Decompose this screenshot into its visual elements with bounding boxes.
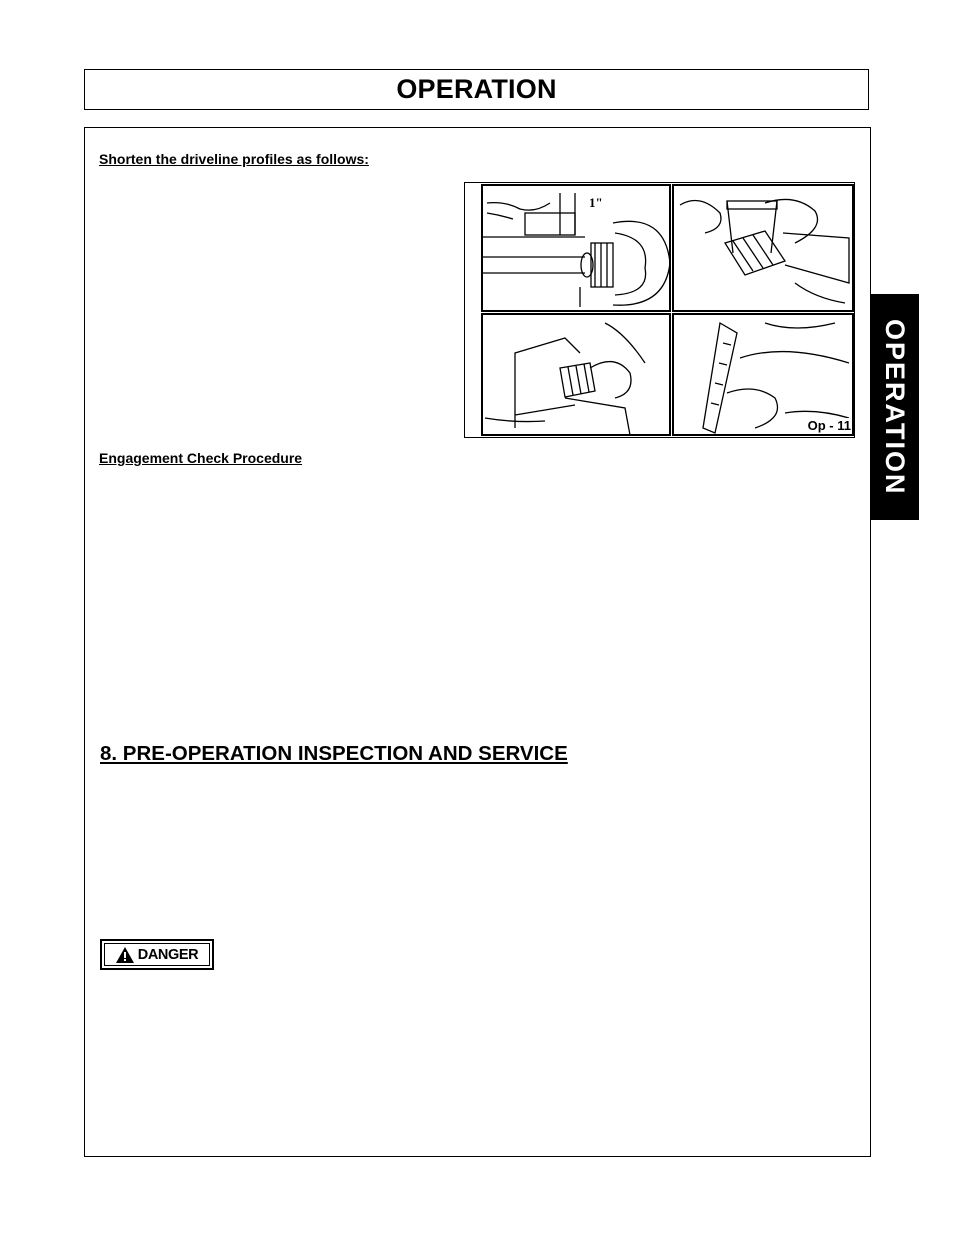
preop-heading: 8. PRE-OPERATION INSPECTION AND SERVICE [100,742,568,765]
driveline-figure [464,182,855,438]
page-title: OPERATION [396,74,557,104]
shorten-heading: Shorten the driveline profiles as follows: [99,151,369,167]
figure-label: Op - 11 [807,418,851,433]
driveline-illustration [465,183,854,437]
measure-label: 1" [589,195,603,210]
danger-label: DANGER [137,946,199,963]
danger-sign-inner [104,943,210,966]
engagement-heading: Engagement Check Procedure [99,450,303,466]
danger-sign [100,939,214,970]
side-tab-label: OPERATION [880,318,910,496]
page-title-box [84,69,869,110]
side-tab [870,294,919,520]
warning-triangle-icon [116,947,134,963]
